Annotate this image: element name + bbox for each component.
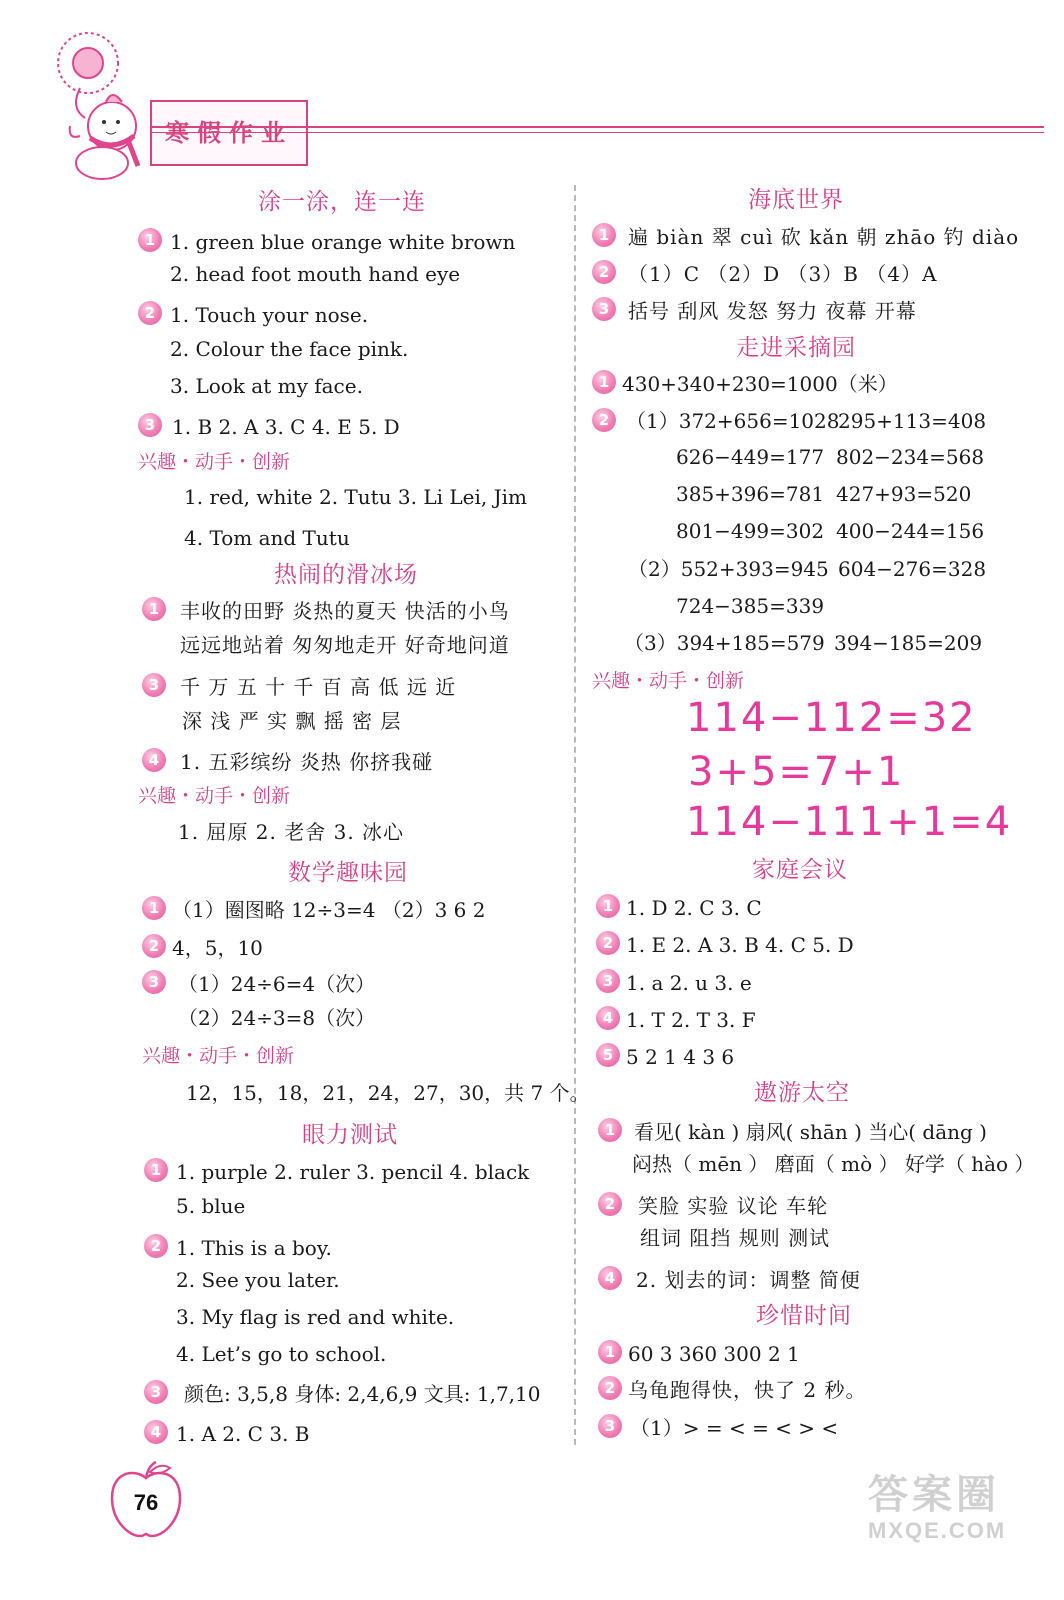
subsection-title: 兴趣・动手・创新 bbox=[592, 670, 745, 692]
answer-line: 1. This is a boy. bbox=[176, 1236, 332, 1260]
question-marker: 4 bbox=[598, 1266, 622, 1290]
answer-line: 千 万 五 十 千 百 高 低 远 近 bbox=[180, 675, 457, 699]
section-title: 数学趣味园 bbox=[288, 860, 408, 886]
answer-line: 1. E 2. A 3. B 4. C 5. D bbox=[626, 933, 854, 957]
answer-line: 1. B 2. A 3. C 4. E 5. D bbox=[172, 415, 400, 439]
question-marker: 3 bbox=[596, 969, 620, 993]
section-title: 走进采摘园 bbox=[736, 335, 856, 361]
question-marker: 2 bbox=[138, 301, 162, 325]
calc-right: 400−244=156 bbox=[836, 519, 985, 543]
answer-line: 4. Tom and Tutu bbox=[184, 526, 350, 550]
question-marker: 3 bbox=[598, 1414, 622, 1438]
section-title: 珍惜时间 bbox=[756, 1303, 852, 1329]
answer-line: （1）C （2）D （3）B （4）A bbox=[628, 262, 938, 286]
header-rule-top bbox=[150, 126, 1044, 128]
answer-line: 丰收的田野 炎热的夏天 快活的小鸟 bbox=[180, 599, 510, 623]
watermark-top: 答案圈 bbox=[868, 1473, 1000, 1517]
question-marker: 3 bbox=[144, 1380, 168, 1404]
answer-line: （1）> = < = < > < bbox=[630, 1416, 839, 1440]
header-rule-bottom bbox=[150, 132, 1044, 133]
question-marker: 4 bbox=[144, 1420, 168, 1444]
calc-right: 394−185=209 bbox=[834, 631, 983, 655]
question-marker: 2 bbox=[592, 408, 616, 432]
calc-right: 427+93=520 bbox=[836, 482, 972, 506]
answer-line: 4，5，10 bbox=[172, 936, 263, 960]
calc-left: 626−449=177 bbox=[676, 445, 825, 469]
handwritten-answer: 3+5=7+1 bbox=[688, 749, 905, 795]
answer-line: 430+340+230=1000（米） bbox=[622, 372, 898, 396]
answer-line: （1）24÷6=4（次） bbox=[178, 972, 376, 996]
answer-line: （2）24÷3=8（次） bbox=[178, 1006, 376, 1030]
answer-line: 笑脸 实验 议论 车轮 bbox=[638, 1194, 829, 1218]
watermark-bottom: MXQE.COM bbox=[868, 1518, 1007, 1543]
section-title: 遨游太空 bbox=[754, 1080, 850, 1106]
answer-line: 1. Touch your nose. bbox=[170, 303, 369, 327]
answer-line: 1. purple 2. ruler 3. pencil 4. black bbox=[176, 1160, 530, 1184]
answer-line: 远远地站着 匆匆地走开 好奇地问道 bbox=[180, 633, 510, 657]
header-title: 寒假作业 bbox=[165, 119, 293, 147]
section-title: 涂一涂，连一连 bbox=[258, 189, 426, 215]
question-marker: 1 bbox=[592, 370, 616, 394]
answer-line: 1. T 2. T 3. F bbox=[626, 1008, 756, 1032]
question-marker: 4 bbox=[596, 1006, 620, 1030]
question-marker: 1 bbox=[142, 896, 166, 920]
question-marker: 1 bbox=[592, 223, 616, 247]
answer-line: 1. red, white 2. Tutu 3. Li Lei, Jim bbox=[184, 485, 527, 509]
question-marker: 2 bbox=[598, 1192, 622, 1216]
handwritten-answer: 114−112=32 bbox=[686, 695, 977, 741]
answer-line: 1. A 2. C 3. B bbox=[176, 1422, 310, 1446]
page-number: 76 bbox=[133, 1490, 159, 1515]
answer-line: 12，15，18，21，24，27，30，共 7 个。 bbox=[186, 1081, 590, 1105]
answer-line: 2. Colour the face pink. bbox=[170, 337, 409, 361]
answer-line: 2. See you later. bbox=[176, 1268, 340, 1292]
calc-left: （2）552+393=945 bbox=[628, 557, 829, 581]
answer-line: 4. Let’s go to school. bbox=[176, 1342, 387, 1366]
question-marker: 2 bbox=[142, 934, 166, 958]
column-divider bbox=[574, 185, 576, 1445]
question-marker: 3 bbox=[142, 673, 166, 697]
answer-line: 深 浅 严 实 飘 摇 密 层 bbox=[182, 709, 402, 733]
calc-right: 604−276=328 bbox=[838, 557, 987, 581]
calc-left: 385+396=781 bbox=[676, 482, 825, 506]
snowman-mascot-illustration bbox=[40, 18, 160, 183]
question-marker: 1 bbox=[596, 894, 620, 918]
question-marker: 2 bbox=[592, 260, 616, 284]
question-marker: 5 bbox=[596, 1043, 620, 1067]
answer-line: （1）圈图略 12÷3=4 （2）3 6 2 bbox=[172, 898, 486, 922]
answer-line: 3. My flag is red and white. bbox=[176, 1305, 455, 1329]
answer-line: 闷热（ mēn ） 磨面（ mò ） 好学（ hào ） bbox=[632, 1152, 1035, 1176]
question-marker: 1 bbox=[142, 597, 166, 621]
question-marker: 1 bbox=[138, 228, 162, 252]
question-marker: 3 bbox=[138, 413, 162, 437]
answer-line: 2. head foot mouth hand eye bbox=[170, 262, 461, 286]
question-marker: 4 bbox=[142, 748, 166, 772]
answer-line: 5 2 1 4 3 6 bbox=[626, 1045, 735, 1069]
question-marker: 1 bbox=[144, 1158, 168, 1182]
answer-line: 1. 五彩缤纷 炎热 你挤我碰 bbox=[180, 750, 434, 774]
subsection-title: 兴趣・动手・创新 bbox=[142, 1045, 295, 1067]
answer-line: 括号 刮风 发怒 努力 夜幕 开幕 bbox=[628, 299, 917, 323]
answer-line: 遍 biàn 翠 cuì 砍 kǎn 朝 zhāo 钓 diào bbox=[628, 225, 1020, 249]
question-marker: 1 bbox=[598, 1340, 622, 1364]
answer-line: 组词 阻挡 规则 测试 bbox=[640, 1226, 831, 1250]
answer-line: 颜色: 3,5,8 身体: 2,4,6,9 文具: 1,7,10 bbox=[184, 1382, 541, 1406]
section-title: 家庭会议 bbox=[752, 857, 848, 883]
answer-line: 1. green blue orange white brown bbox=[170, 230, 516, 254]
question-marker: 2 bbox=[596, 931, 620, 955]
question-marker: 1 bbox=[598, 1118, 622, 1142]
question-marker: 3 bbox=[142, 970, 166, 994]
section-title: 眼力测试 bbox=[302, 1122, 398, 1148]
watermark bbox=[868, 1472, 1006, 1544]
header-title-box bbox=[150, 100, 308, 166]
question-marker: 3 bbox=[592, 297, 616, 321]
subsection-title: 兴趣・动手・创新 bbox=[138, 785, 291, 807]
section-title: 海底世界 bbox=[748, 187, 844, 213]
calc-right: 802−234=568 bbox=[836, 445, 985, 469]
calc-left: 801−499=302 bbox=[676, 519, 825, 543]
calc-left: 724−385=339 bbox=[676, 594, 825, 618]
calc-right: 295+113=408 bbox=[838, 409, 987, 433]
question-marker: 2 bbox=[144, 1234, 168, 1258]
section-title: 热闹的滑冰场 bbox=[274, 562, 418, 588]
calc-left: （3）394+185=579 bbox=[624, 631, 825, 655]
calc-left: （1）372+656=1028 bbox=[626, 409, 840, 433]
answer-line: 3. Look at my face. bbox=[170, 374, 363, 398]
answer-line: 5. blue bbox=[176, 1194, 246, 1218]
question-marker: 2 bbox=[598, 1376, 622, 1400]
answer-line: 1. a 2. u 3. e bbox=[626, 971, 752, 995]
answer-line: 1. 屈原 2. 老舍 3. 冰心 bbox=[178, 820, 405, 844]
subsection-title: 兴趣・动手・创新 bbox=[138, 451, 291, 473]
answer-line: 2. 划去的词：调整 简便 bbox=[636, 1268, 861, 1292]
answer-line: 乌龟跑得快，快了 2 秒。 bbox=[628, 1378, 867, 1402]
answer-line: 60 3 360 300 2 1 bbox=[628, 1342, 800, 1366]
handwritten-answer: 114−111+1=4 bbox=[686, 799, 1013, 845]
answer-line: 1. D 2. C 3. C bbox=[626, 896, 762, 920]
answer-line: 看见( kàn ) 扇风( shān ) 当心( dāng ) bbox=[634, 1120, 987, 1144]
